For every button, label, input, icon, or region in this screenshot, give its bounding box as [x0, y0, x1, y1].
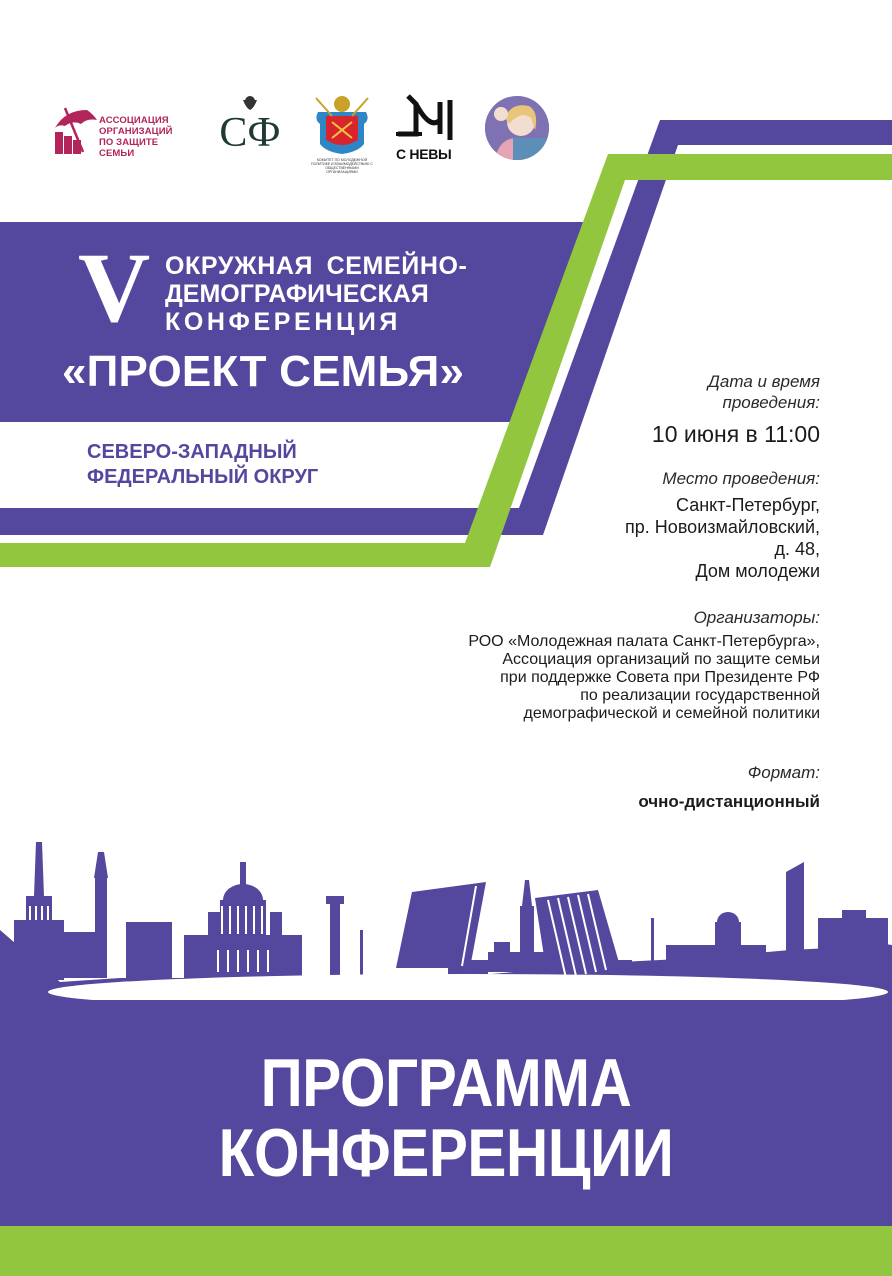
project-name: «ПРОЕКТ СЕМЬЯ»	[62, 347, 465, 396]
program-title-line-1: ПРОГРАММА	[260, 1045, 632, 1121]
organizers-line-2: Ассоциация организаций по защите семьи	[502, 651, 820, 668]
place-line-1: Санкт-Петербург,	[676, 495, 820, 515]
date-value: 10 июня в 11:00	[651, 421, 820, 447]
association-logo-line-3: ПО ЗАЩИТЕ СЕМЬИ	[99, 137, 159, 159]
coat-of-arms-icon	[312, 94, 372, 158]
organizers-line-1: РОО «Молодежная палата Санкт-Петербурга»,	[468, 633, 820, 650]
organizers-line-4: по реализации государственной	[580, 687, 820, 704]
spb-skyline-illustration	[0, 840, 892, 1010]
my-letters-icon	[396, 94, 456, 146]
woman-with-laptop-icon	[485, 96, 549, 160]
association-logo-line-2: ОРГАНИЗАЦИЙ	[99, 126, 173, 137]
place-line-4: Дом молодежи	[695, 561, 820, 581]
organizers-line-5: демографической и семейной политики	[523, 705, 820, 722]
partner-logos	[0, 88, 892, 174]
place-line-2: пр. Новоизмайловский,	[625, 517, 820, 537]
date-section	[652, 371, 820, 448]
organizers-label: Организаторы:	[693, 608, 820, 627]
my-s-nevy-logo-text: С НЕВЫ	[396, 146, 452, 162]
district-line-1: СЕВЕРО-ЗАПАДНЫЙ	[87, 441, 297, 463]
federation-council-logo	[210, 94, 290, 160]
date-label-line-1: Дата и время	[707, 372, 820, 391]
spb-logo-caption: КОМИТЕТ ПО МОЛОДЕЖНОЙ ПОЛИТИКЕ И ВЗАИМОДЕЙСТВИЮ С ОБЩЕСТВЕННЫМИ ОРГАНИЗАЦИЯМИ	[311, 158, 373, 174]
conference-title-line-1: ОКРУЖНАЯ СЕМЕЙНО-	[165, 252, 468, 280]
district-line-2: ФЕДЕРАЛЬНЫЙ ОКРУГ	[87, 466, 319, 488]
conference-title-line-3: КОНФЕРЕНЦИЯ	[165, 308, 401, 336]
association-logo-line-1: АССОЦИАЦИЯ	[99, 115, 169, 126]
avatar-logo	[485, 96, 549, 160]
format-section	[638, 762, 820, 812]
program-title	[62, 1045, 829, 1191]
spb-coat-of-arms-logo	[312, 94, 372, 172]
footer-green-stripe	[0, 1226, 892, 1276]
format-label: Формат:	[747, 763, 820, 782]
conference-title-line-2: ДЕМОГРАФИЧЕСКАЯ	[165, 280, 429, 308]
organizers-line-3: при поддержке Совета при Президенте РФ	[500, 669, 820, 686]
place-section	[625, 468, 820, 582]
umbrella-house-icon	[53, 106, 99, 156]
federation-council-logo-text: СФ	[219, 110, 281, 156]
roman-numeral-five: V	[78, 232, 151, 343]
organizers-section	[468, 607, 820, 723]
program-title-line-2: КОНФЕРЕНЦИИ	[218, 1115, 674, 1191]
place-line-3: д. 48,	[774, 539, 820, 559]
format-value: очно-дистанционный	[638, 792, 820, 811]
date-label-line-2: проведения:	[722, 393, 820, 412]
association-logo	[53, 106, 193, 159]
my-s-nevy-logo	[396, 94, 456, 162]
conference-title	[165, 252, 467, 336]
district-name	[87, 440, 318, 490]
place-label: Место проведения:	[662, 469, 820, 488]
